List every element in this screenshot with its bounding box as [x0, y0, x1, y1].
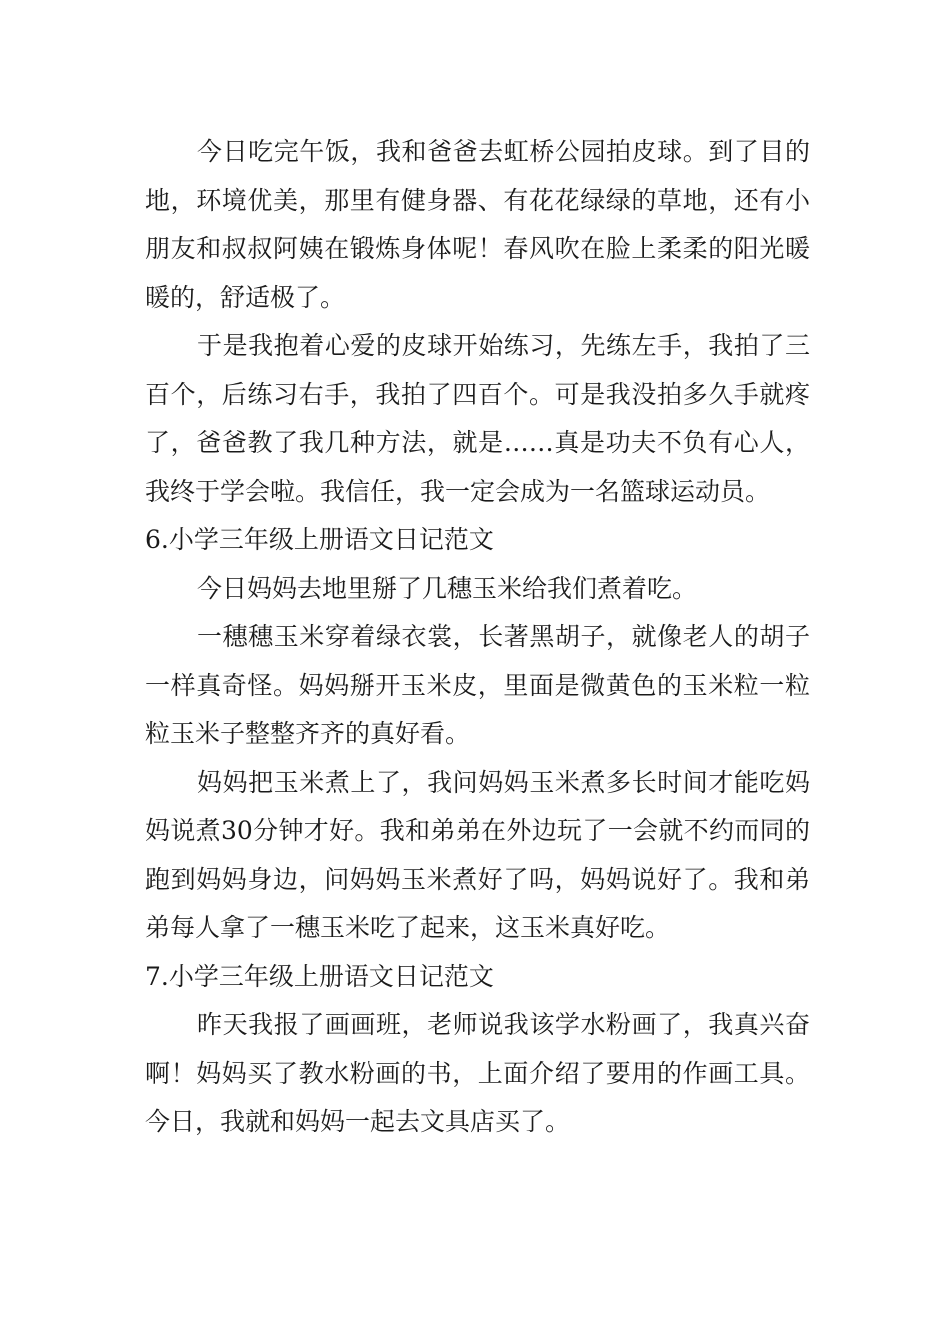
- paragraph: 今日妈妈去地里掰了几穗玉米给我们煮着吃。: [197, 573, 698, 603]
- paragraph: 妈妈把玉米煮上了，我问妈妈玉米煮多长时间才能吃妈妈说煮30分钟才好。我和弟弟在外边玩了一会就不约而同的跑到妈妈身边，问妈妈玉米煮好了吗，妈妈说好了。我和弟弟每人拿了一穗玉米吃了起来，这玉米真好吃。: [145, 767, 810, 942]
- document-body: [145, 128, 810, 1147]
- section-heading: 6.小学三年级上册语文日记范文: [145, 525, 494, 554]
- section-heading: 7.小学三年级上册语文日记范文: [145, 961, 494, 991]
- paragraph: 今日吃完午饭，我和爸爸去虹桥公园拍皮球。到了目的地，环境优美，那里有健身器、有花花绿绿的草地，还有小朋友和叔叔阿姨在锻炼身体呢！春风吹在脸上柔柔的阳光暖暖的，舒适极了。: [145, 137, 810, 312]
- paragraph: 昨天我报了画画班，老师说我该学水粉画了，我真兴奋啊！妈妈买了教水粉画的书，上面介绍了要用的作画工具。今日，我就和妈妈一起去文具店买了。: [145, 1010, 810, 1136]
- paragraph: 于是我抱着心爱的皮球开始练习，先练左手，我拍了三百个，后练习右手，我拍了四百个。可是我没拍多久手就疼了，爸爸教了我几种方法，就是……真是功夫不负有心人，我终于学会啦。我信任，我一定会成为一名篮球运动员。: [145, 331, 810, 506]
- paragraph: 一穗穗玉米穿着绿衣裳，长著黑胡子，就像老人的胡子一样真奇怪。妈妈掰开玉米皮，里面是微黄色的玉米粒一粒粒玉米子整整齐齐的真好看。: [145, 622, 810, 748]
